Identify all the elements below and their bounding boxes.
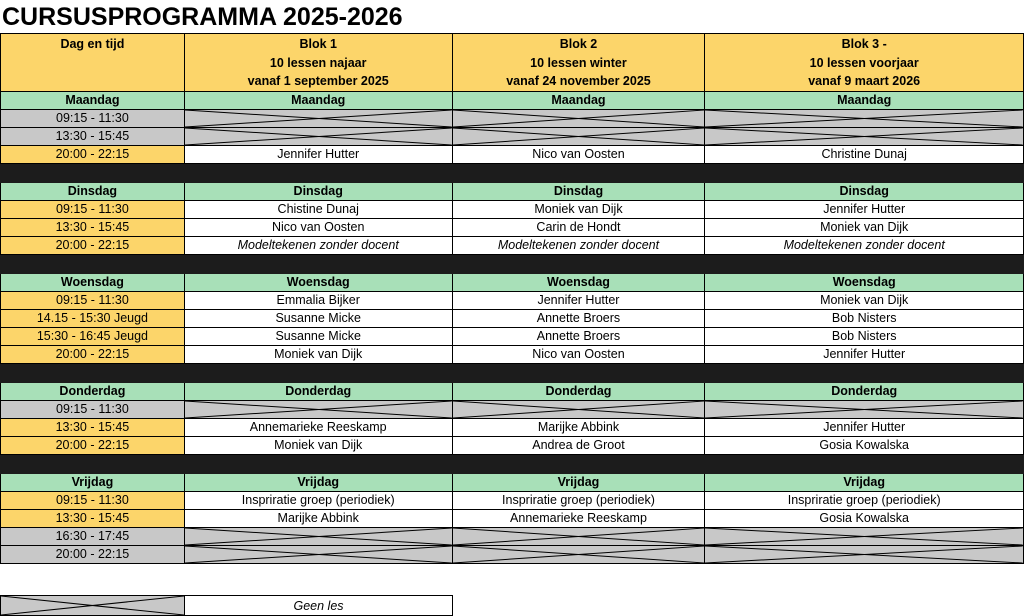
separator-cell — [705, 455, 1024, 474]
time-slot: 09:15 - 11:30 — [1, 492, 185, 510]
schedule-row — [1, 346, 1024, 364]
teacher-cell: Andrea de Groot — [452, 437, 705, 455]
schedule-row — [1, 292, 1024, 310]
day-name-block-1: Woensdag — [184, 274, 452, 292]
day-name: Dinsdag — [1, 183, 185, 201]
day-name: Maandag — [1, 92, 185, 110]
time-slot: 09:15 - 11:30 — [1, 292, 185, 310]
teacher-cell: Modeltekenen zonder docent — [705, 237, 1024, 255]
teacher-cell: Carin de Hondt — [452, 219, 705, 237]
separator-cell — [184, 255, 452, 274]
separator-row — [1, 255, 1024, 274]
teacher-cell: Moniek van Dijk — [705, 292, 1024, 310]
schedule-row — [1, 492, 1024, 510]
time-slot: 09:15 - 11:30 — [1, 401, 185, 419]
teacher-cell: Moniek van Dijk — [452, 201, 705, 219]
time-slot: 13:30 - 15:45 — [1, 128, 185, 146]
no-class-cell — [452, 546, 705, 564]
teacher-cell: Susanne Micke — [184, 310, 452, 328]
teacher-cell: Marijke Abbink — [452, 419, 705, 437]
teacher-cell: Inspriratie groep (periodiek) — [452, 492, 705, 510]
schedule-row — [1, 437, 1024, 455]
day-header-row — [1, 183, 1024, 201]
separator-cell — [184, 455, 452, 474]
teacher-cell: Jennifer Hutter — [184, 146, 452, 164]
legend-no-class-swatch — [1, 596, 185, 616]
day-name-block-1: Vrijdag — [184, 474, 452, 492]
teacher-cell: Moniek van Dijk — [184, 346, 452, 364]
teacher-cell: Emmalia Bijker — [184, 292, 452, 310]
no-class-cell — [184, 128, 452, 146]
block-lessons: 10 lessen voorjaar — [809, 55, 919, 70]
header-day-time — [1, 34, 185, 92]
schedule-row — [1, 128, 1024, 146]
time-slot: 09:15 - 11:30 — [1, 110, 185, 128]
separator-cell — [452, 364, 705, 383]
separator-cell — [1, 455, 185, 474]
teacher-cell: Nico van Oosten — [452, 346, 705, 364]
no-class-cell — [705, 128, 1024, 146]
block-start: vanaf 1 september 2025 — [247, 74, 389, 88]
time-slot: 20:00 - 22:15 — [1, 146, 185, 164]
teacher-cell: Moniek van Dijk — [184, 437, 452, 455]
time-slot: 15:30 - 16:45 Jeugd — [1, 328, 185, 346]
schedule-table — [0, 33, 1024, 564]
teacher-cell: Bob Nisters — [705, 310, 1024, 328]
day-name-block-3: Woensdag — [705, 274, 1024, 292]
teacher-cell: Susanne Micke — [184, 328, 452, 346]
separator-cell — [452, 455, 705, 474]
day-name-block-2: Maandag — [452, 92, 705, 110]
teacher-cell: Annette Broers — [452, 310, 705, 328]
separator-cell — [1, 364, 185, 383]
teacher-cell: Modeltekenen zonder docent — [452, 237, 705, 255]
teacher-cell: Inspriratie groep (periodiek) — [705, 492, 1024, 510]
teacher-cell: Nico van Oosten — [184, 219, 452, 237]
time-slot: 13:30 - 15:45 — [1, 510, 185, 528]
schedule-row — [1, 110, 1024, 128]
separator-cell — [452, 164, 705, 183]
no-class-cell — [452, 528, 705, 546]
time-slot: 09:15 - 11:30 — [1, 201, 185, 219]
day-name-block-3: Vrijdag — [705, 474, 1024, 492]
no-class-cell — [452, 128, 705, 146]
teacher-cell: Jennifer Hutter — [705, 201, 1024, 219]
teacher-cell: Annemarieke Reeskamp — [452, 510, 705, 528]
teacher-cell: Jennifer Hutter — [452, 292, 705, 310]
day-name: Donderdag — [1, 383, 185, 401]
schedule-row — [1, 219, 1024, 237]
no-class-cell — [184, 401, 452, 419]
day-name-block-2: Vrijdag — [452, 474, 705, 492]
block-lessons: 10 lessen najaar — [269, 55, 367, 70]
day-header-row — [1, 274, 1024, 292]
separator-cell — [452, 255, 705, 274]
teacher-cell: Gosia Kowalska — [705, 510, 1024, 528]
teacher-cell: Jennifer Hutter — [705, 346, 1024, 364]
teacher-cell: Nico van Oosten — [452, 146, 705, 164]
schedule-row — [1, 237, 1024, 255]
day-name-block-3: Dinsdag — [705, 183, 1024, 201]
schedule-row — [1, 310, 1024, 328]
no-class-cell — [705, 110, 1024, 128]
schedule-row — [1, 510, 1024, 528]
day-name-block-2: Dinsdag — [452, 183, 705, 201]
separator-cell — [705, 364, 1024, 383]
legend-table — [0, 595, 453, 616]
day-name-block-3: Donderdag — [705, 383, 1024, 401]
teacher-cell: Jennifer Hutter — [705, 419, 1024, 437]
teacher-cell: Christine Dunaj — [705, 146, 1024, 164]
time-slot: 13:30 - 15:45 — [1, 219, 185, 237]
time-slot: 20:00 - 22:15 — [1, 346, 185, 364]
no-class-cell — [705, 528, 1024, 546]
teacher-cell: Moniek van Dijk — [705, 219, 1024, 237]
schedule-row — [1, 401, 1024, 419]
header-day-time-label: Dag en tijd — [60, 37, 125, 51]
header-block-3 — [705, 34, 1024, 92]
day-name: Vrijdag — [1, 474, 185, 492]
separator-row — [1, 364, 1024, 383]
separator-cell — [1, 255, 185, 274]
separator-cell — [184, 164, 452, 183]
header-block-1 — [184, 34, 452, 92]
teacher-cell: Chistine Dunaj — [184, 201, 452, 219]
separator-cell — [705, 164, 1024, 183]
teacher-cell: Marijke Abbink — [184, 510, 452, 528]
schedule-row — [1, 528, 1024, 546]
block-start: vanaf 24 november 2025 — [506, 74, 651, 88]
separator-row — [1, 164, 1024, 183]
no-class-cell — [184, 110, 452, 128]
teacher-cell: Bob Nisters — [705, 328, 1024, 346]
header-row — [1, 34, 1024, 92]
legend-no-class-label: Geen les — [185, 596, 453, 616]
day-name-block-2: Woensdag — [452, 274, 705, 292]
separator-cell — [184, 364, 452, 383]
separator-cell — [705, 255, 1024, 274]
header-block-2 — [452, 34, 705, 92]
page-title: CURSUSPROGRAMMA 2025-2026 — [2, 3, 403, 31]
day-name-block-1: Maandag — [184, 92, 452, 110]
time-slot: 20:00 - 22:15 — [1, 237, 185, 255]
time-slot: 20:00 - 22:15 — [1, 546, 185, 564]
schedule-row — [1, 546, 1024, 564]
block-start: vanaf 9 maart 2026 — [808, 74, 921, 88]
day-header-row — [1, 92, 1024, 110]
separator-cell — [1, 164, 185, 183]
day-name: Woensdag — [1, 274, 185, 292]
teacher-cell: Annette Broers — [452, 328, 705, 346]
teacher-cell: Annemarieke Reeskamp — [184, 419, 452, 437]
day-name-block-3: Maandag — [705, 92, 1024, 110]
no-class-cell — [184, 528, 452, 546]
block-title: Blok 1 — [299, 37, 337, 51]
separator-row — [1, 455, 1024, 474]
no-class-cell — [452, 401, 705, 419]
legend-row — [1, 596, 453, 616]
no-class-cell — [184, 546, 452, 564]
teacher-cell: Inspriratie groep (periodiek) — [184, 492, 452, 510]
teacher-cell: Gosia Kowalska — [705, 437, 1024, 455]
block-title: Blok 2 — [559, 37, 598, 51]
time-slot: 14.15 - 15:30 Jeugd — [1, 310, 185, 328]
time-slot: 13:30 - 15:45 — [1, 419, 185, 437]
day-name-block-1: Dinsdag — [184, 183, 452, 201]
day-name-block-1: Donderdag — [184, 383, 452, 401]
time-slot: 20:00 - 22:15 — [1, 437, 185, 455]
block-lessons: 10 lessen winter — [530, 55, 627, 70]
schedule-row — [1, 328, 1024, 346]
no-class-cell — [705, 546, 1024, 564]
schedule-row — [1, 201, 1024, 219]
no-class-cell — [705, 401, 1024, 419]
time-slot: 16:30 - 17:45 — [1, 528, 185, 546]
teacher-cell: Modeltekenen zonder docent — [184, 237, 452, 255]
block-title: Blok 3 - — [841, 37, 887, 51]
schedule-row — [1, 146, 1024, 164]
day-header-row — [1, 474, 1024, 492]
schedule-row — [1, 419, 1024, 437]
day-header-row — [1, 383, 1024, 401]
no-class-cell — [452, 110, 705, 128]
day-name-block-2: Donderdag — [452, 383, 705, 401]
